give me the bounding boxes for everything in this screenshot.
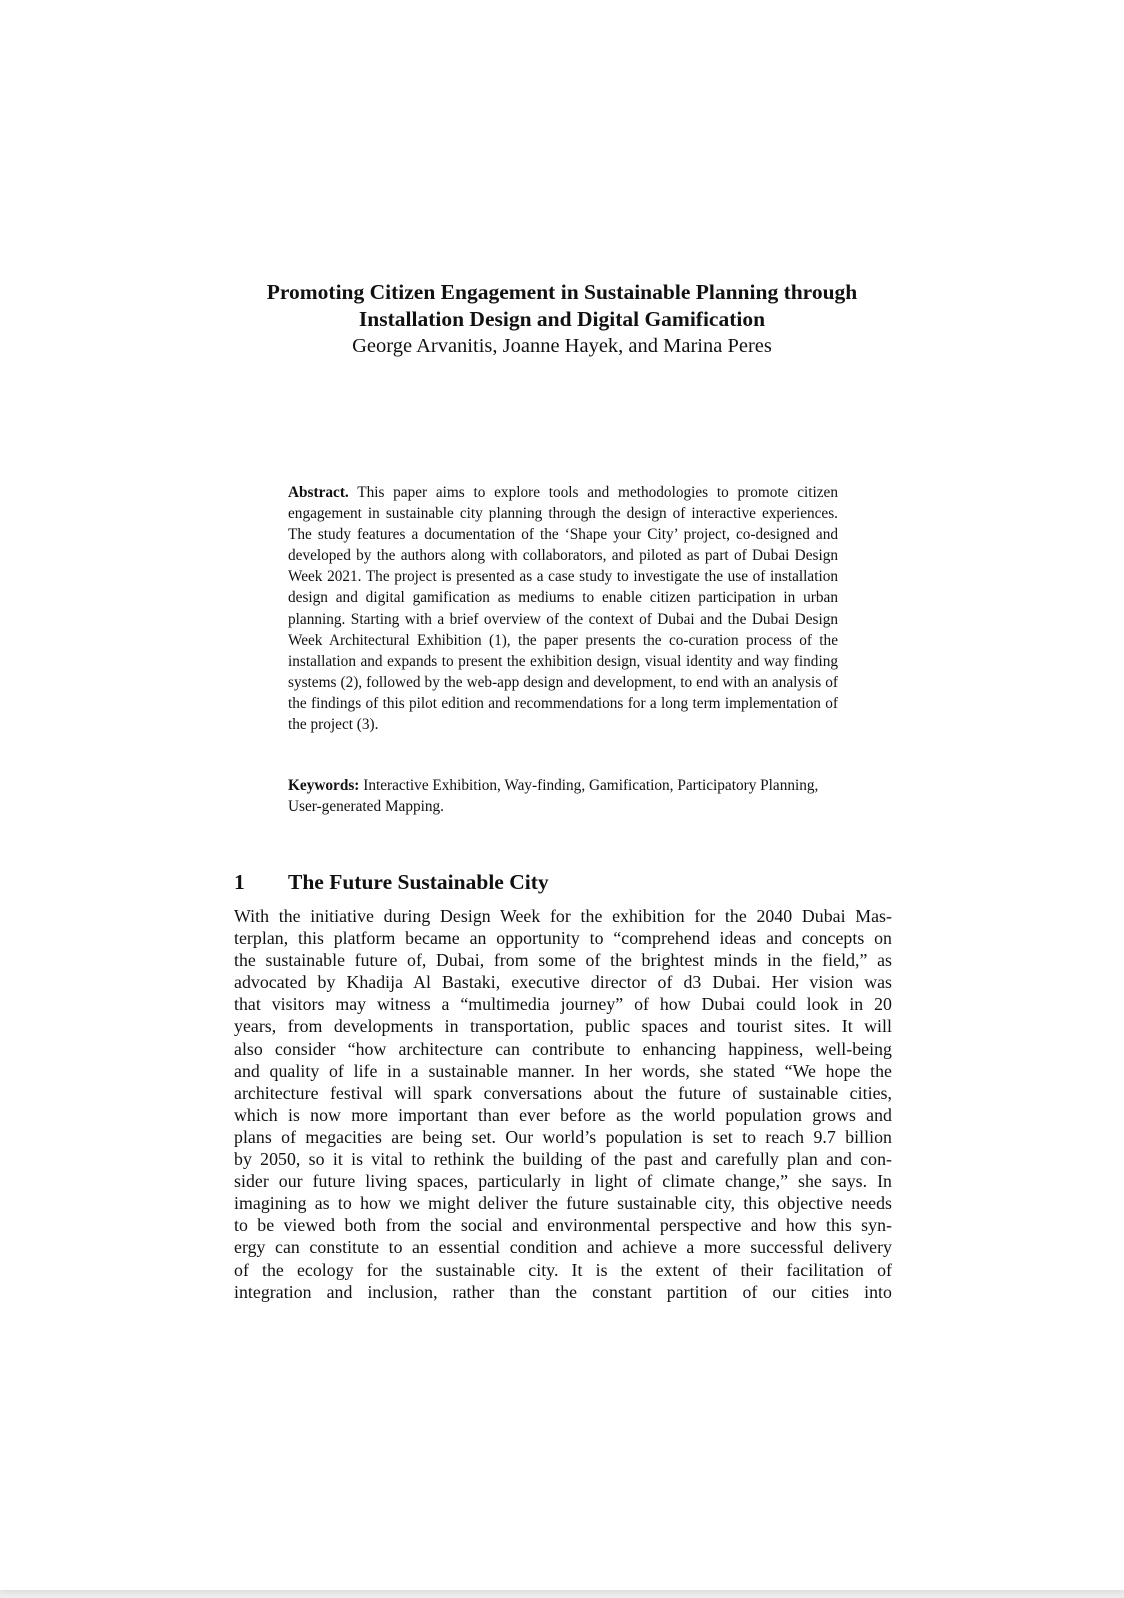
body-line: by 2050, so it is vital to rethink the building of the past and carefully plan and con-	[234, 1149, 892, 1170]
body-line: imagining as to how we might deliver the future sustainable city, this objective needs	[234, 1193, 892, 1214]
section-heading	[234, 869, 934, 895]
section-number: 1	[234, 869, 245, 894]
body-line: sider our future living spaces, particularly in light of climate change,” she says. In	[234, 1171, 892, 1192]
paper-title-line: Installation Design and Digital Gamification	[358, 307, 766, 331]
body-line: integration and inclusion, rather than the constant partition of our cities into	[234, 1281, 892, 1302]
body-line: ergy can constitute to an essential condition and achieve a more successful delivery	[234, 1237, 892, 1258]
body-line: also consider “how architecture can contribute to enhancing happiness, well-being	[234, 1038, 892, 1059]
body-line: the sustainable future of, Dubai, from some of the brightest minds in the field,” as	[234, 950, 892, 971]
abstract-label: Abstract.	[288, 484, 349, 501]
body-line: advocated by Khadija Al Bastaki, executive director of d3 Dubai. Her vision was	[234, 972, 892, 993]
body-line: to be viewed both from the social and environmental perspective and how this syn-	[234, 1215, 892, 1236]
abstract-text: This paper aims to explore tools and methodologies to promote citizen engagement in sustainable city planning through the design of interactive experiences. The study features a documentation of the ‘Shape your City’ project, co-designed and developed by the authors along with collaborators, and piloted as part of Dubai Design Week 2021. The project is presented as a case study to investigate the use of installation design and digital gamification as mediums to enable citizen participation in urban planning. Starting with a brief overview of the context of Dubai and the Dubai Design Week Architectural Exhibition (1), the paper presents the co-curation process of the installation and expands to present the exhibition design, visual identity and way finding systems (2), followed by the web-app design and development, to end with an analysis of the findings of this pilot edition and recommendations for a long term implementation of the project (3).	[288, 484, 838, 734]
body-line: plans of megacities are being set. Our world’s population is set to reach 9.7 billion	[234, 1126, 892, 1147]
body-line: architecture festival will spark conversations about the future of sustainable cities,	[234, 1082, 892, 1103]
paper-title	[160, 279, 964, 333]
keywords-text: Interactive Exhibition, Way-finding, Gamification, Participatory Planning, User-generated Mapping.	[288, 777, 819, 816]
body-line: years, from developments in transportation, public spaces and tourist sites. It will	[234, 1016, 892, 1037]
body-line: terplan, this platform became an opportunity to “comprehend ideas and concepts on	[234, 928, 892, 949]
body-line: that visitors may witness a “multimedia journey” of how Dubai could look in 20	[234, 994, 892, 1015]
paper-authors: George Arvanitis, Joanne Hayek, and Marina Peres	[352, 335, 772, 357]
keywords	[288, 775, 838, 817]
section-body	[234, 905, 892, 1303]
abstract	[288, 482, 838, 735]
paper-title-line: Promoting Citizen Engagement in Sustainable Planning through	[266, 280, 858, 304]
body-line: and quality of life in a sustainable manner. In her words, she stated “We hope the	[234, 1060, 892, 1081]
keywords-label: Keywords:	[288, 777, 360, 794]
body-line: With the initiative during Design Week for the exhibition for the 2040 Dubai Mas-	[234, 906, 892, 926]
body-line: which is now more important than ever before as the world population grows and	[234, 1104, 892, 1125]
body-line: of the ecology for the sustainable city. It is the extent of their facilitation of	[234, 1259, 892, 1280]
section-title: The Future Sustainable City	[288, 869, 549, 894]
